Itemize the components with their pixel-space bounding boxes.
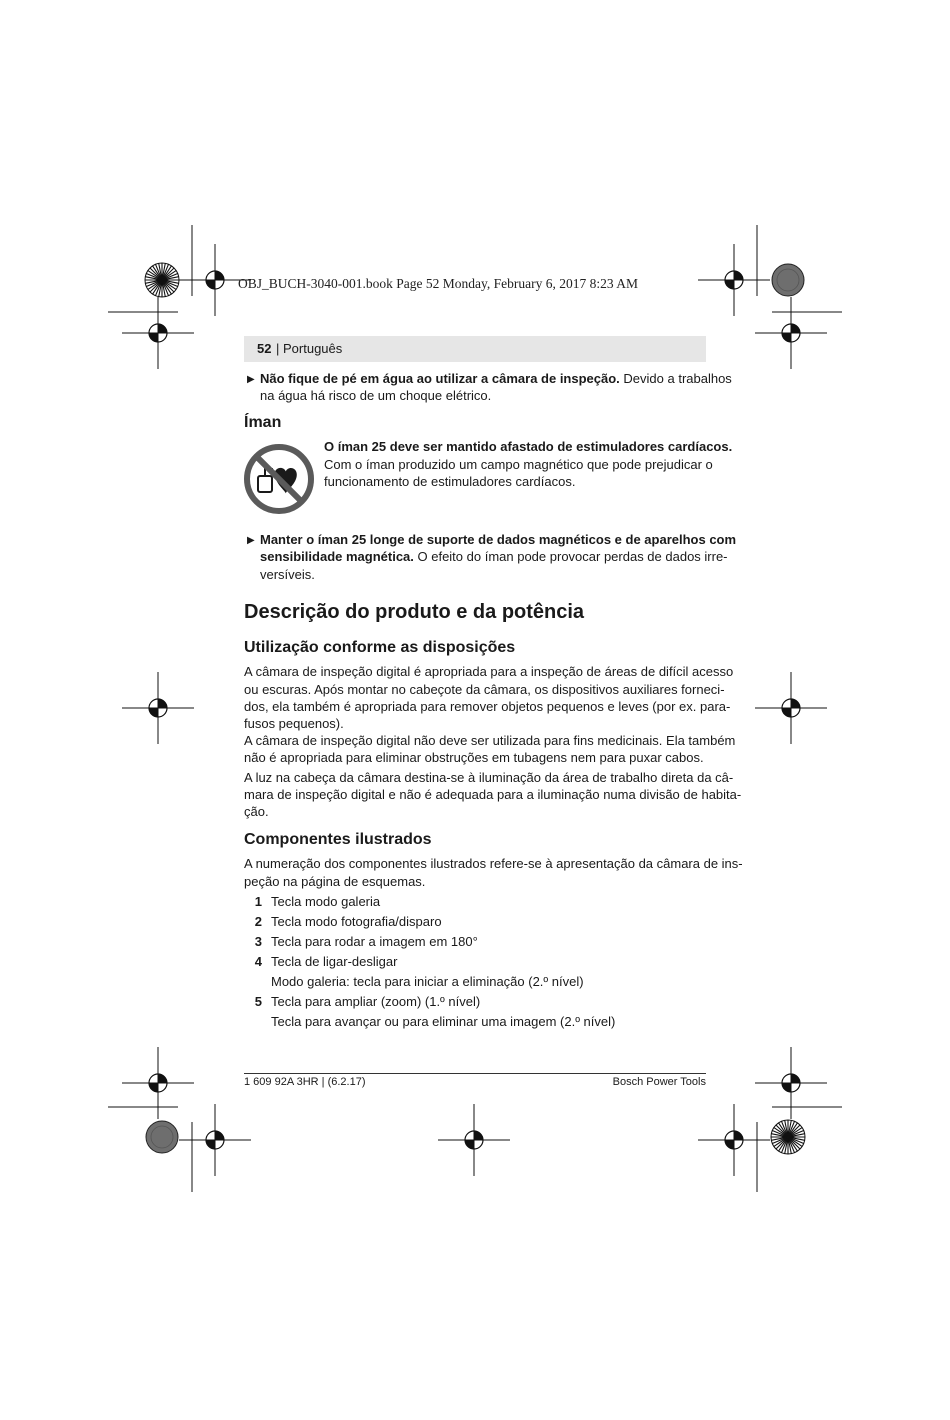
component-label: Tecla modo fotografia/disparo	[271, 914, 442, 929]
magnet-warning-bold: O íman 25 deve ser mantido afastado de estimuladores cardíacos.	[324, 439, 733, 454]
component-label: Tecla modo galeria	[271, 894, 381, 909]
component-label: Tecla para ampliar (zoom) (1.º nível)	[271, 994, 481, 1009]
warning-water: Não fique de pé em água ao utilizar a câmara de inspeção. Devido a trabalhos	[260, 371, 732, 386]
components-heading: Componentes ilustrados	[244, 831, 432, 848]
components-intro: A numeração dos componentes ilustrados refere-se à apresentação da câmara de ins-	[244, 856, 743, 871]
usage-line: A câmara de inspeção digital é apropriada para a inspeção de áreas de difícil acesso	[244, 664, 734, 679]
usage-line: fusos pequenos).	[244, 716, 344, 731]
section-heading: Descrição do produto e da potência	[244, 601, 585, 623]
magnet-heading: Íman	[244, 414, 282, 431]
footer-rule	[244, 1073, 706, 1074]
component-sublabel: Modo galeria: tecla para iniciar a eliminação (2.º nível)	[271, 974, 584, 989]
print-slug: OBJ_BUCH-3040-001.book Page 52 Monday, February 6, 2017 8:23 AM	[238, 276, 638, 291]
light-line: A luz na cabeça da câmara destina-se à iluminação da área de trabalho direta da câ-	[244, 770, 734, 785]
usage-line: A câmara de inspeção digital não deve ser utilizada para fins medicinais. Ela também	[244, 733, 736, 748]
light-line: mara de inspeção digital e não é adequada para a iluminação numa divisão de habita-	[244, 787, 742, 802]
footer-brand: Bosch Power Tools	[612, 1076, 706, 1088]
header-language: Português	[283, 341, 343, 356]
footer-doc-number: 1 609 92A 3HR | (6.2.17)	[244, 1076, 366, 1088]
warning-data-line2: sensibilidade magnética. O efeito do íman pode provocar perdas de dados irre-	[260, 549, 728, 564]
component-number: 2	[254, 914, 262, 929]
usage-heading: Utilização conforme as disposições	[244, 639, 516, 656]
component-number: 5	[254, 994, 262, 1009]
usage-line: ou escuras. Após montar no cabeçote da câmara, os dispositivos auxiliares forneci-	[244, 682, 725, 697]
bullet-icon: ▶	[247, 535, 255, 546]
page-number: 52	[257, 341, 272, 356]
bullet-icon: ▶	[247, 374, 255, 385]
component-number: 3	[254, 934, 262, 949]
components-intro: peção na página de esquemas.	[244, 874, 426, 889]
component-number: 1	[254, 894, 262, 909]
warning-data-line1: Manter o íman 25 longe de suporte de dados magnéticos e de aparelhos com	[260, 532, 737, 547]
page-header	[244, 336, 706, 362]
no-pacemaker-icon	[243, 443, 315, 515]
warning-data-line3: versíveis.	[260, 567, 315, 582]
magnet-warning-line2: Com o íman produzido um campo magnético que pode prejudicar o	[324, 457, 713, 472]
usage-line: dos, ela também é apropriada para remover objetos pequenos e leves (por ex. para-	[244, 699, 731, 714]
component-label: Tecla de ligar-desligar	[271, 954, 398, 969]
component-sublabel: Tecla para avançar ou para eliminar uma imagem (2.º nível)	[271, 1014, 616, 1029]
component-label: Tecla para rodar a imagem em 180°	[271, 934, 478, 949]
warning-water-line2: na água há risco de um choque elétrico.	[260, 388, 492, 403]
light-line: ção.	[244, 804, 269, 819]
component-number: 4	[254, 954, 262, 969]
header-separator: |	[276, 341, 280, 356]
usage-line: não é apropriada para eliminar obstruções em tubagens nem para puxar cabos.	[244, 750, 704, 765]
magnet-warning-line3: funcionamento de estimuladores cardíacos.	[324, 474, 576, 489]
